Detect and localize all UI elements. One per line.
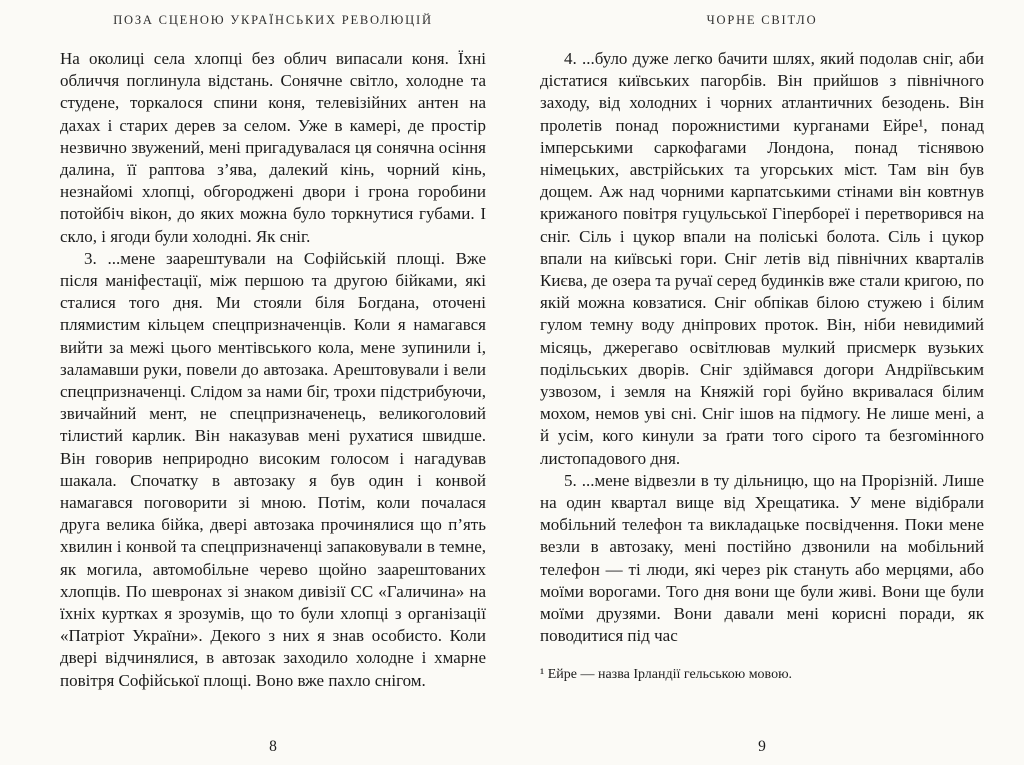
page-left-text: [60, 48, 486, 692]
page-right: [512, 0, 1024, 765]
page-number-right: 9: [758, 738, 766, 755]
paragraph: На околиці села хлопці без облич випасали коня. Їхні обличчя поглинула відстань. Сонячне світло, холодне та студене, торкалося спини коня, телевізійних антен на дахах і старих дерев за селом. Уже в камері, де простір незвично звужений, мені пригадувалася ця сонячна осіння далина, її раптова з’ява, далекий кінь, чорний кінь, незнайомі хлопці, обгороджені двори і грона горобини потойбіч вікон, до яких можна було торкнутися губами. І скло, і ягоди були холодні. Як сніг.: [60, 49, 486, 246]
page-number-left: 8: [269, 738, 277, 755]
footnote: ¹ Ейре — назва Ірландії гельською мовою.: [540, 667, 793, 683]
paragraph: 4. ...було дуже легко бачити шлях, який подолав сніг, аби дістатися київських пагорбів. Він прийшов з північного заходу, від холодних і чорних атлантичних безодень. Він пролетів понад порожнистими курганами Ейре¹, понад імперськими саркофагами Лондона, понад тіснявою німецьких, австрійських та угорських міст. Там він був дощем. Аж над чорними карпатськими стінами він ковтнув крижаного повітря гуцульської Гіпербореї і перетворився на сніг. Сіль і цукор впали на поліські болота. Сіль і цукор впали на київські гори. Сніг летів від північних кварталів Києва, де озера та ручаї серед будинків вже стали кригою, по якій можна ковзатися. Сніг обпікав білою стужею і білим гулом темну воду дніпрових проток. Він, ніби невидимий місяць, джерегаво освітлював мулкий присмерк вузьких подільських дворів. Сніг здіймався догори Андріївським узвозом, і земля на Княжій горі буйно вкривалася білим мохом, немов уві сні. Сніг ішов на підмогу. Не лише мені, а й усім, кого кинули за ґрати того сірого та безгомінного листопадового дня.: [540, 49, 984, 468]
running-head-left: ПОЗА СЦЕНОЮ УКРАЇНСЬКИХ РЕВОЛЮЦІЙ: [113, 13, 433, 27]
paragraph: 5. ...мене відвезли в ту дільницю, що на Прорізній. Лише на один квартал вище від Хрещатика. У мене відібрали мобільний телефон та викладацьке посвідчення. Поки мене везли в автозаку, мені постійно дзвонили на мобільний телефон — ті люди, які через рік стануть або мерцями, або моїми ворогами. Того дня вони ще були живі. Вони ще були моїми друзями. Вони давали мені корисні поради, як поводитися під час: [540, 470, 984, 646]
page-right-text: [540, 48, 984, 647]
paragraph: 3. ...мене заарештували на Софійській площі. Вже після маніфестації, між першою та другою бійками, які сталися того дня. Ми стояли біля Богдана, оточені плямистим кільцем спецпризначенців. Коли я намагався вийти за межі цього ментівського кола, мене зупинили і, заламавши руки, повели до автозака. Арештовували і вели спецпризначенці. Слідом за нами біг, трохи підстрибуючи, звичайний мент, не спецпризначенець, великоголовий тілистий карлик. Він наказував мені рухатися швидше. Він говорив неприродно високим голосом і нагадував шакала. Спочатку в автозаку я був один і конвой намагався поговорити зі мною. Потім, коли почалася друга велика бійка, двері автозака прочинялися що п’ять хвилин і конвой та спецпризначенці запаковували в темне, як могила, автомобільне черево щойно заарештованих хлопців. По шевронах зі знаком дивізії СС «Галичина» на їхніх куртках я зрозумів, що то були хлопці з організації «Патріот України». Декого з них я знав особисто. Коли двері відчинялися, в автозак заходило холодне і хмарне повітря Софійської площі. Воно вже пахло снігом.: [60, 248, 486, 690]
running-head-right: ЧОРНЕ СВІТЛО: [706, 13, 818, 27]
